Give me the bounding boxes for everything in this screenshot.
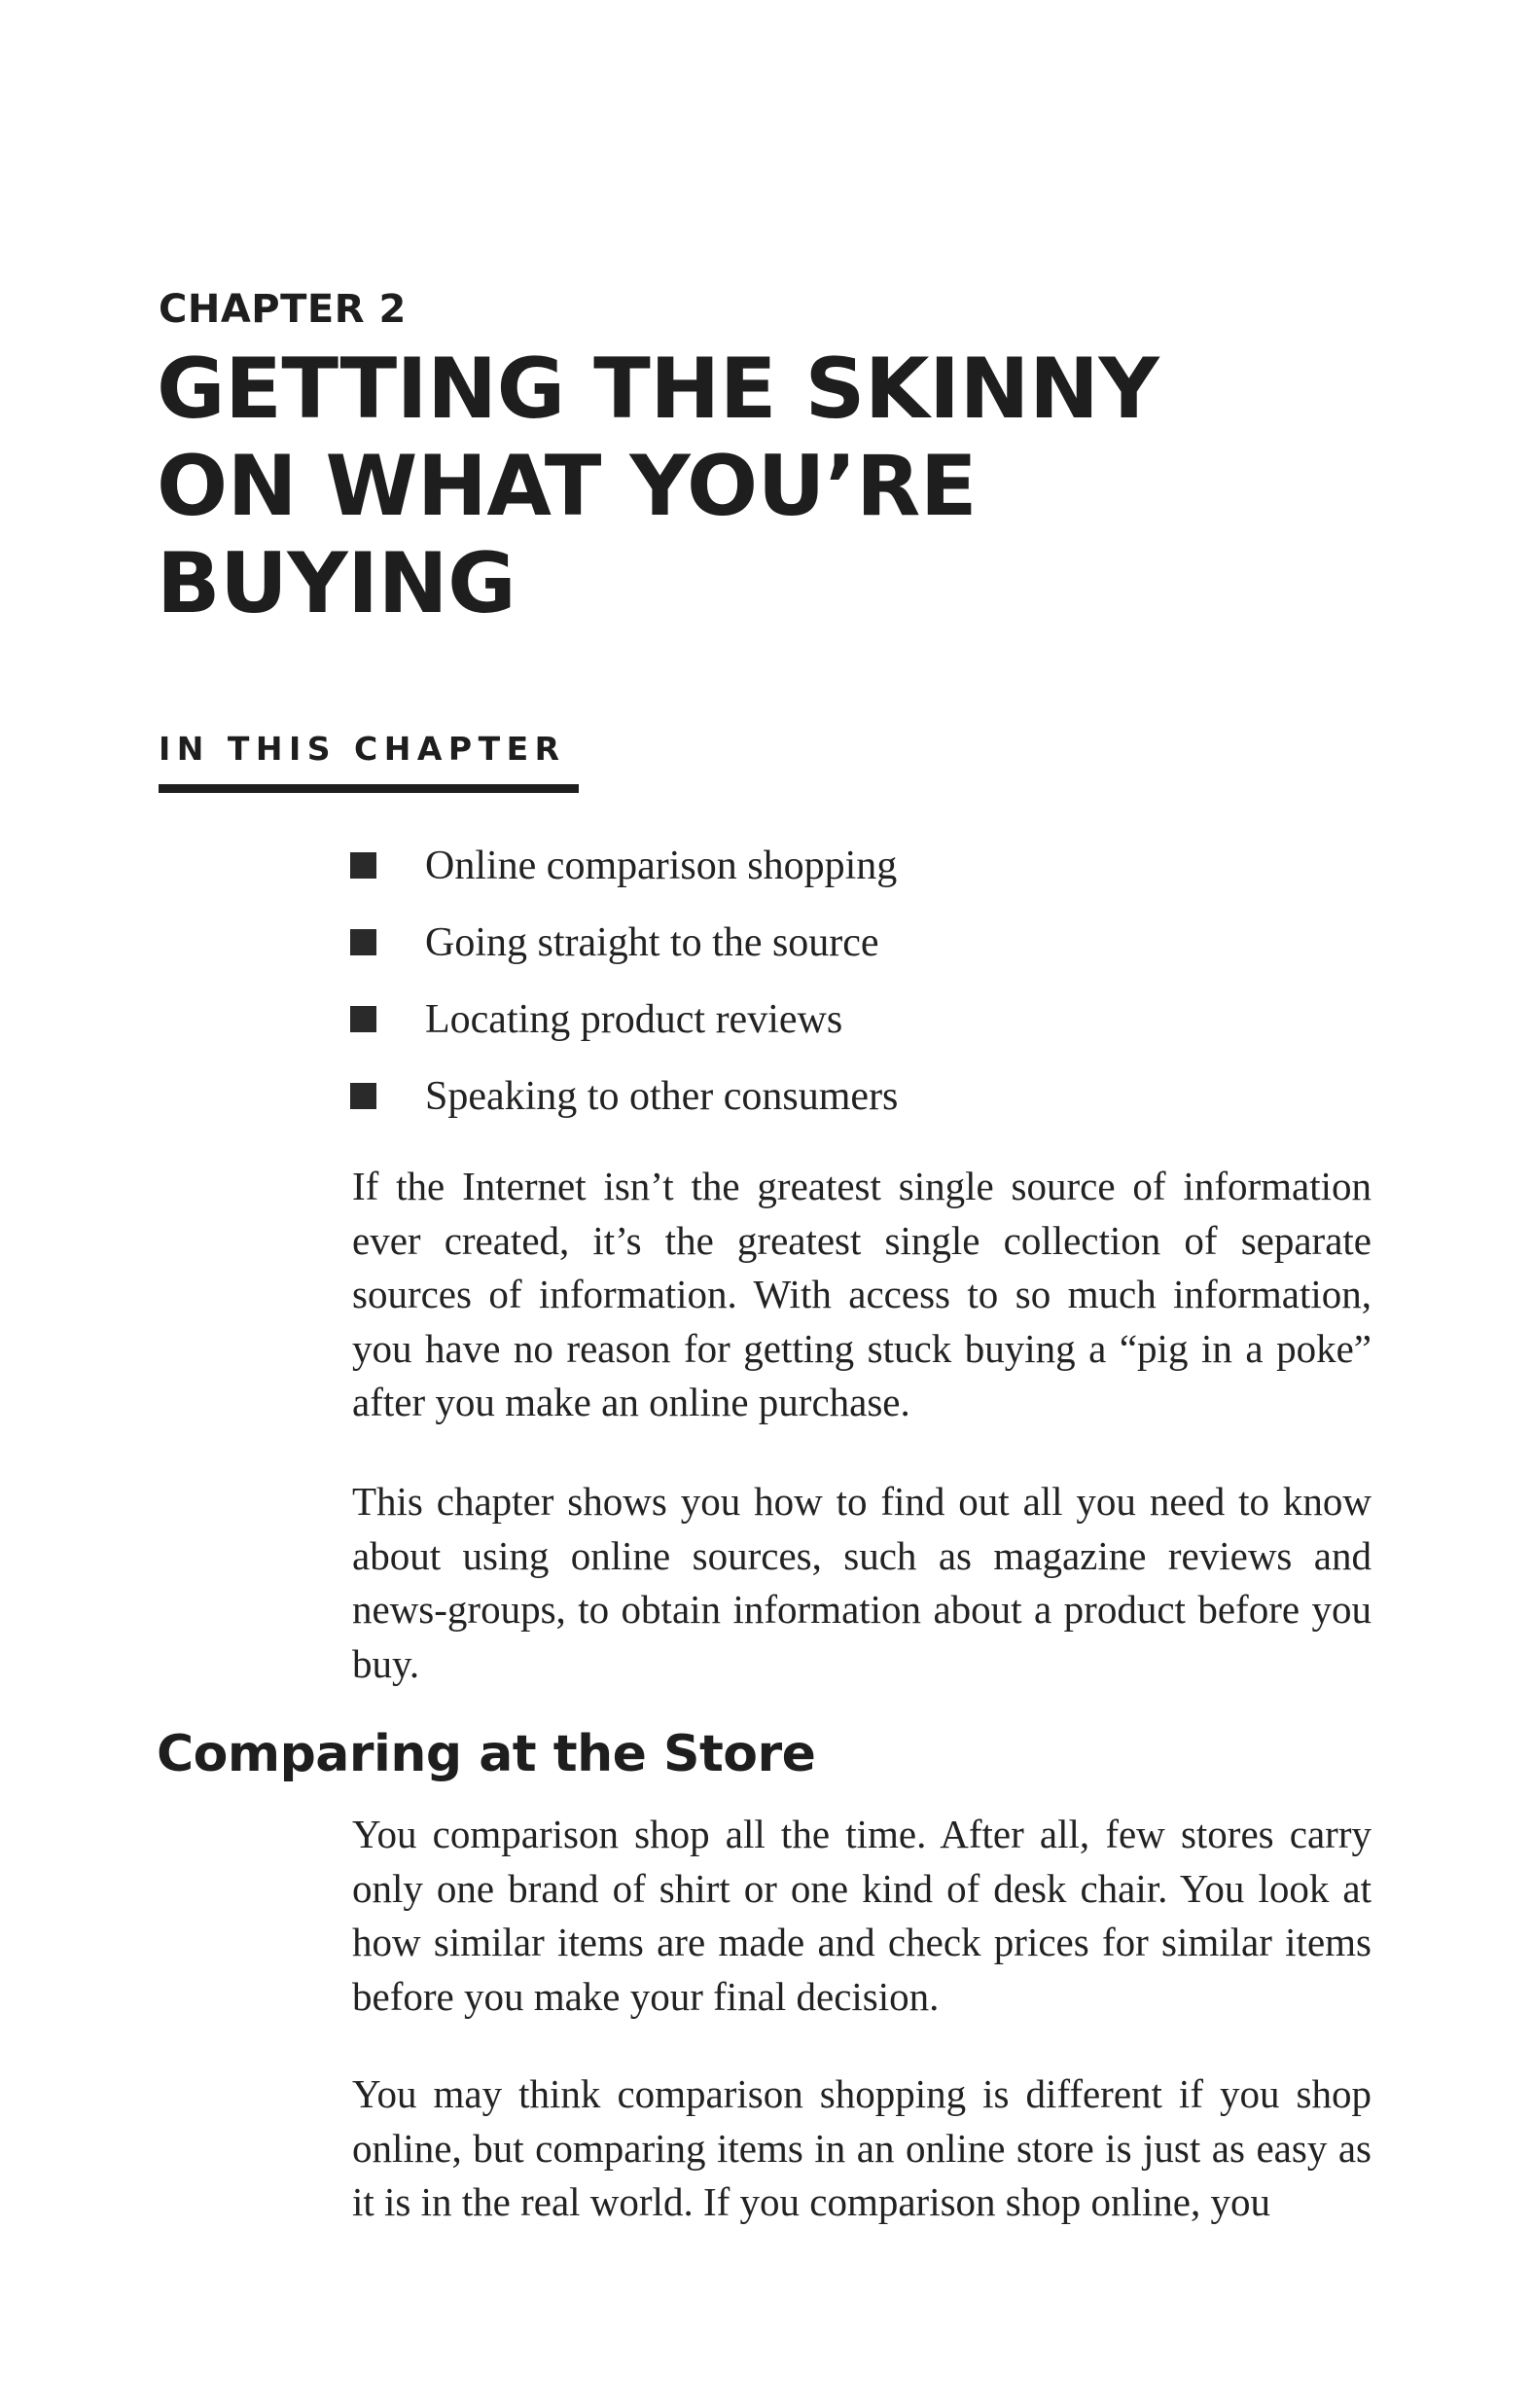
square-bullet-icon [350,1083,376,1109]
chapter-topics-list [350,827,898,1134]
list-item [350,1058,898,1134]
body-paragraph: You may think comparison shopping is different if you shop online, but comparing items in an online store is just as easy as it is in the real world. If you comparison shop online, you [352,2071,1372,2224]
chapter-title-line: ON WHAT YOU’RE [157,438,978,535]
list-item-text: Locating product reviews [425,996,843,1042]
intro-paragraph: If the Internet isn’t the greatest single source of information ever created, it’s the greatest single collection of separate sources of information. With access to so much information, you have no reason for getting stuck buying a “pig in a poke” after you make an online purchase. [352,1164,1372,1424]
body-paragraph: You comparison shop all the time. After all, few stores carry only one brand of shirt or one kind of desk chair. You look at how similar items are made and check prices for similar items before you make your final decision. [352,1812,1372,2019]
intro-paragraph: This chapter shows you how to find out all you need to know about using online sources, such as magazine reviews and news-groups, to obtain information about a product before you buy. [352,1479,1372,1686]
list-item [350,981,898,1058]
list-item-text: Going straight to the source [425,919,879,965]
chapter-label: CHAPTER 2 [159,287,407,332]
list-item-text: Online comparison shopping [425,843,898,888]
list-item [350,904,898,981]
list-item-text: Speaking to other consumers [425,1073,899,1119]
in-this-chapter-heading: IN THIS CHAPTER [159,728,579,793]
square-bullet-icon [350,1006,376,1032]
square-bullet-icon [350,852,376,879]
section-heading: Comparing at the Store [157,1725,816,1783]
chapter-title-line: BUYING [157,535,517,632]
chapter-title-line: GETTING THE SKINNY [157,341,1159,438]
square-bullet-icon [350,929,376,955]
list-item [350,827,898,904]
chapter-title [157,341,1324,632]
